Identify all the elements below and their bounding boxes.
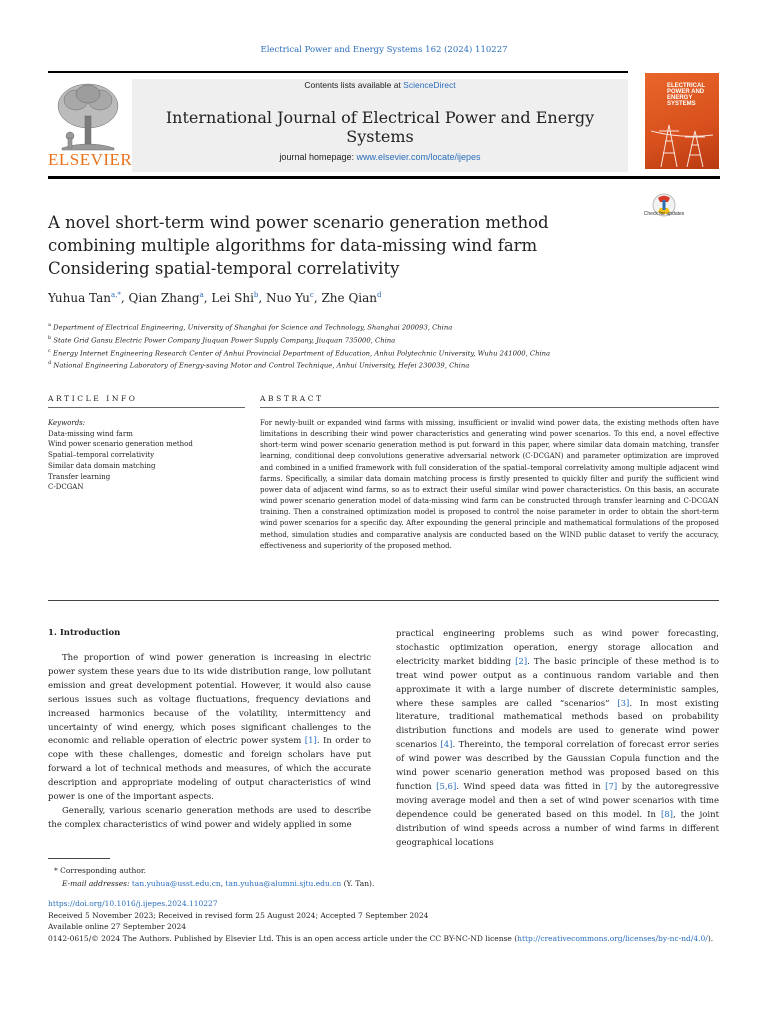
author-affil-sup[interactable]: a,* [111,291,121,299]
email-suffix: (Y. Tan). [341,879,375,888]
body-text: . In most existing literature, traditional mathematical methods based on probability distribution functions and models are used to generate wind power scenarios [396,698,719,751]
sciencedirect-link[interactable]: ScienceDirect [403,80,456,90]
contents-line [132,80,628,90]
license-link[interactable]: http://creativecommons.org/licenses/by-nc-nd/4.0/ [517,933,708,943]
journal-title: International Journal of Electrical Power and Energy Systems [165,108,595,146]
abstract-bottom-rule [48,600,719,601]
affiliation-item [48,333,728,346]
affil-text: National Engineering Laboratory of Energy-saving Motor and Control Technique, Anhui University, Hefei 230039, China [53,361,470,370]
keyword-item: Similar data domain matching [48,461,156,470]
author-name[interactable]: Lei Shi [211,291,254,305]
affil-sup: d [48,360,52,367]
footnote [54,864,714,890]
license-line [48,933,720,945]
journal-cover-image [645,73,719,169]
citation-link[interactable]: [8] [660,809,673,820]
footnote-rule [48,858,110,859]
journal-reference[interactable]: Electrical Power and Energy Systems 162 (2024) 110227 [260,45,508,55]
author-list: Yuhua Tan$^{a,*}$, Qian Zhang$^a$, Lei Shi$^b$, Nuo Yu$^c$, Zhe Qian$^d$ [48,291,382,305]
author-affil-sup[interactable]: a [199,291,204,299]
body-paragraph [48,652,371,805]
body-text: . Thereinto, the temporal correlation of forecast error series of wind power was described by the Gaussian Copula function and the wind power scenario generation method was proposed based on this function [396,740,719,792]
email-line: E-mail addresses: tan.yuhua@usst.edu.cn, tan.yuhua@alumni.sjtu.edu.cn (Y. Tan). [62,879,375,888]
corresponding-author-text: Corresponding author. [60,866,147,875]
affil-text: State Grid Gansu Electric Power Company Jiuquan Power Supply Company, Jiuquan 735000, China [53,336,396,345]
body-text: Generally, various scenario generation methods are used to describe the complex characteristics of wind power and widely applied in some [48,805,371,830]
received-dates: Received 5 November 2023; Received in revised form 25 August 2024; Accepted 7 September 2024 [48,910,429,920]
check-for-updates-icon[interactable] [646,192,682,228]
keywords-block [48,418,248,493]
cover-title: ELECTRICAL POWER AND ENERGY SYSTEMS [667,83,705,107]
article-title: A novel short-term wind power scenario generation method combining multiple algorithms for data-missing wind farm Considering spatial-temporal correlativity [48,213,549,278]
citation-link[interactable]: [2] [515,656,528,667]
keyword-item: Spatial–temporal correlativity [48,451,155,460]
check-for-updates-label[interactable]: Check for updates [643,211,685,217]
citation-link[interactable]: [4] [440,740,453,751]
license-suffix: ). [707,933,714,943]
elsevier-wordmark: ELSEVIER [48,150,133,169]
affil-sup: b [48,334,52,341]
body-text: . The basic principle of these method is to treat wind power output as a continuous random variable and then approximate it with a large number of discrete deterministic samples, where these samples are called “scenarios” [396,656,720,709]
corresponding-author-note: * Corresponding author. [54,866,147,875]
available-online: Available online 27 September 2024 [48,922,187,931]
doi-link[interactable]: https://doi.org/10.1016/j.ijepes.2024.110227 [48,899,218,908]
author-affil-sup[interactable]: b [253,291,259,299]
homepage-prefix: journal homepage: [279,152,357,162]
author-name[interactable]: Zhe Qian [321,291,378,305]
body-column-right [396,628,719,851]
pylon-graphic [651,117,713,167]
body-text: practical engineering problems such as wind power forecasting, stochastic optimization operation, energy storage allocation and electricity market bidding [396,629,719,667]
keyword-item: Transfer learning [48,472,111,481]
keyword-item: C-DCGAN [48,483,84,492]
citation-link[interactable]: [5,6] [436,781,457,792]
citation-link[interactable]: [1] [304,736,317,747]
body-text: , the joint distribution of wind speeds across a number of wind farms in different geographical locations [396,809,719,848]
journal-homepage [132,152,628,162]
body-text: . Wind speed data was fitted in [456,781,606,792]
section-heading-introduction: 1. Introduction [48,628,121,638]
publication-info [48,898,720,944]
body-column-left [48,652,371,833]
citation-link[interactable]: [3] [617,698,630,709]
header-bottom-rule [48,176,720,179]
email-link[interactable]: tan.yuhua@usst.edu.cn [131,879,221,888]
author-affil-sup[interactable]: d [377,291,382,299]
abstract-text: For newly-built or expanded wind farms with missing, insufficient or invalid wind power data, the existing methods often have limitations in describing their wind power characteristics and generating wind power scenarios. To this end, a novel effective short-term wind power scenario generation method is put forward in this paper, where similar data domain matching, transfer learning, conditional deep convolutions generative adversarial network (C-DCGAN) and parameter optimization are improved and combined in a unified framework with full consideration of the spatial–temporal correlativity among multiple adjacent wind farms. Specifically, a similar data domain matching process is firstly presented to quickly filter and purify the sufficient wind power data of adjacent wind farms, so as to extract their useful similar wind power characteristics. On this basis, an accurate wind power scenario generation model of data-missing wind farm can be constructed through transfer learning and C-DCGAN training. Then a constrained optimization model is proposed to control the noise parameter in order to obtain the short-term wind power scenarios for a specific day. After expounding the general principle and mathematical formulations of the proposed method, simulation studies and comparative analysis are conducted based on the WIND public dataset to verify the accuracy, effectiveness and superiority of the proposed method. [260,419,719,550]
affil-sup: c [48,347,51,354]
license-prefix: 0142-0615/© 2024 The Authors. Published by Elsevier Ltd. This is an open access article under the CC BY-NC-ND license ( [48,933,518,943]
keyword-item: Data-missing wind farm [48,429,133,438]
affil-sup: a [48,322,51,328]
body-paragraph [48,805,371,833]
author-name[interactable]: Yuhua Tan [48,291,111,305]
body-text: by the autoregressive moving average model and then a set of wind power scenarios with time dependence could be generated based on this model. In [396,781,719,820]
author-affil-sup[interactable]: c [309,291,314,299]
affiliation-item [48,346,728,359]
article-info-heading: ARTICLE INFO [48,394,138,403]
author-name[interactable]: Qian Zhang [128,291,200,305]
citation-link[interactable]: [7] [605,781,618,792]
body-text: The proportion of wind power generation is increasing in electric power system these years due to its wide distribution range, low pollutant emission and great development potential. However, it would also cause serious issues such as voltage fluctuations, frequency deviations and increased harmonics because of the volatility, intermittency and uncertainty of wind energy, which poses significant challenges to the economic and reliable operation of electric power system [48,653,371,747]
email-link[interactable]: tan.yuhua@alumni.sjtu.edu.cn [225,879,342,888]
affil-text: Energy Internet Engineering Research Center of Anhui Provincial Department of Education, Anhui Polytechnic University, Wuhu 241000, China [52,348,551,357]
affiliation-item [48,358,728,371]
body-text: . In order to cope with these challenges, domestic and foreign scholars have put forward a lot of technical methods and measures, of which the accurate description and appropriate modeling of output characteristics of wind power is one of the important aspects. [48,736,372,803]
affiliation-item [48,320,728,333]
affiliations [48,320,728,371]
contents-prefix: Contents lists available at [304,80,404,90]
header-top-rule [48,71,628,73]
homepage-link[interactable]: www.elsevier.com/locate/ijepes [356,152,481,162]
email-label: E-mail addresses: [62,879,130,888]
article-info-rule [48,407,245,408]
keyword-item: Wind power scenario generation method [48,440,193,449]
body-paragraph [396,628,719,851]
keywords-label: Keywords: [48,419,86,427]
author-name[interactable]: Nuo Yu [266,291,310,305]
abstract-rule [260,407,719,408]
abstract-heading: ABSTRACT [260,394,324,403]
affil-text: Department of Electrical Engineering, University of Shanghai for Science and Technology, Shanghai 200093, China [53,323,453,332]
